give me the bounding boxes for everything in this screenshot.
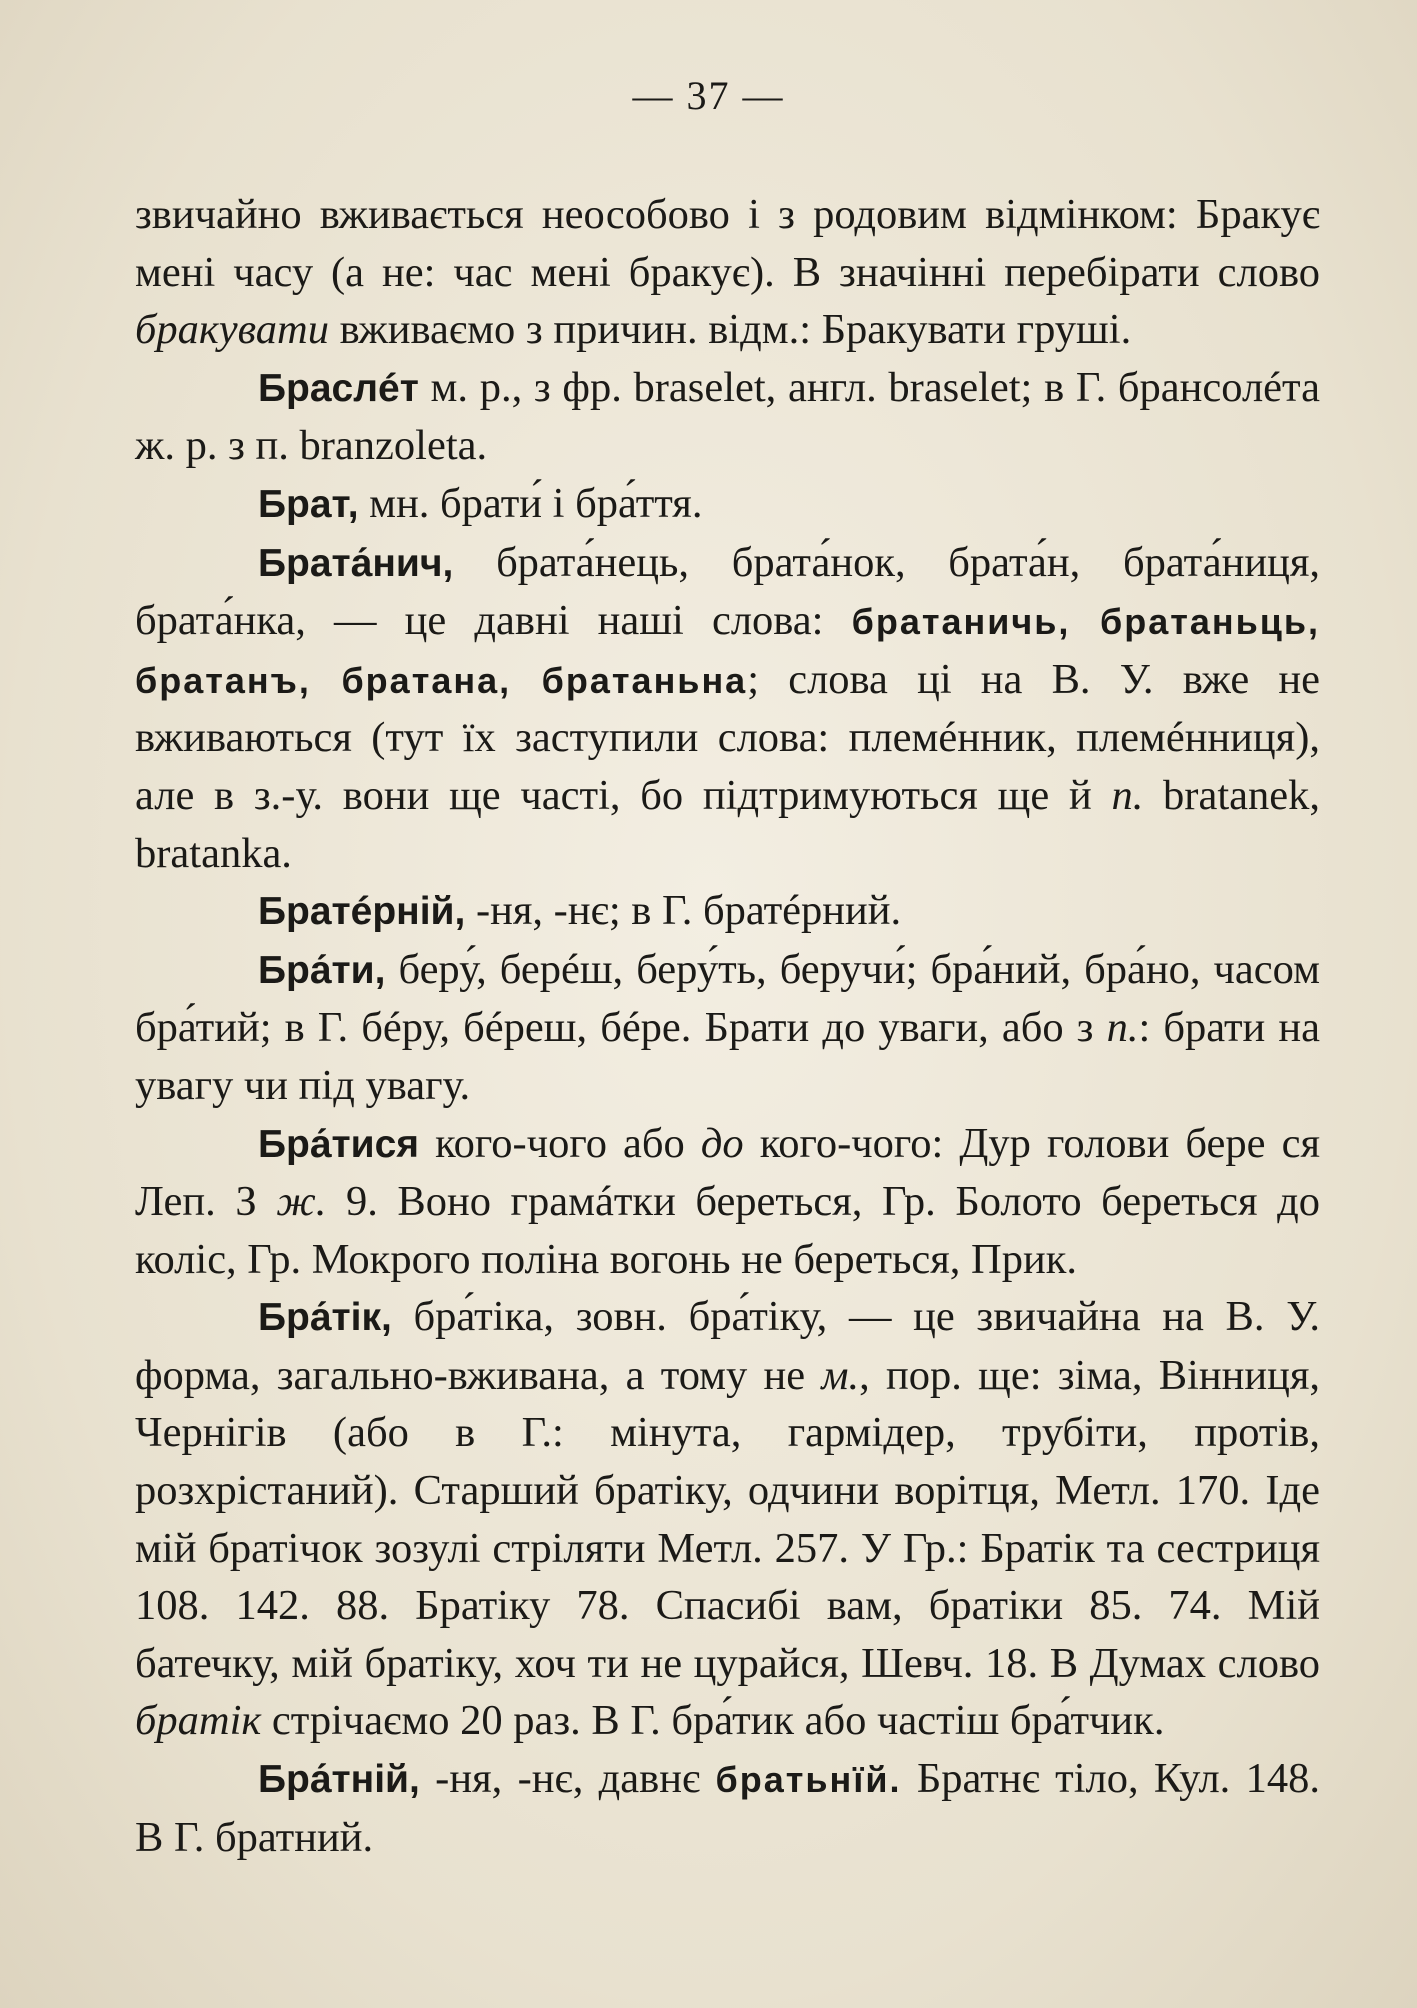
italic-text: ж.	[276, 1178, 327, 1226]
page-number: — 37 —	[632, 73, 785, 118]
entry-text: Братнє тіло, Кул. 148. В Г. братний.	[135, 1755, 1320, 1861]
dictionary-entry	[135, 359, 1320, 475]
italic-text: п.	[1106, 1004, 1139, 1052]
entry-text: бра́тіка, зовн. бра́тіку, — це звичайна на В. У. форма, загально-вживана, а тому не	[135, 1293, 1320, 1399]
entry-text: 9. Воно грамáтки береться, Гр. Болото береться до коліс, Гр. Мокрого поліна вогонь не береться, Прик.	[135, 1178, 1320, 1283]
headword: Браслéт	[258, 366, 419, 410]
dictionary-entry	[135, 1288, 1320, 1750]
entry-text: мн. брати́ і бра́ття.	[358, 479, 703, 527]
dictionary-entry	[135, 534, 1320, 883]
headword: Братéрній,	[258, 890, 466, 934]
italic-text: братік	[135, 1697, 262, 1745]
entry-text: беру́, берéш, беру́ть, беручи́; бра́ний, бра́но, часом бра́тий; в Г. бéру, бéреш, бéре. Брати до уваги, або з	[135, 945, 1320, 1052]
headword: Бра́тік,	[258, 1296, 392, 1340]
entry-text: bratanek, bratanka.	[135, 771, 1320, 877]
entry-text: , пор. ще: зіма, Вінниця, Чернігів (або в Г.: мінута, гармідер, трубіти, протів, розхрістаний). Старший братіку, одчини ворітця, Метл. 170. Іде мій братічок зозулі стріляти Метл. 257. У Гр.: Братік та сестриця 108. 142. 88. Братіку 78. Спасибі вам, братіки 85. 74. Мій батечку, мій братіку, хоч ти не цурайся, Шевч. 18. В Думах слово	[135, 1351, 1320, 1687]
old-script-text: братаничь, братаньць, братанъ, братана, братаньна	[135, 601, 1321, 701]
entry-text: вживаємо з причин. відм.: Бракувати груші.	[328, 306, 1132, 354]
dictionary-entry	[135, 941, 1320, 1115]
entry-text: ; слова ці на В. У. вже не вживаються (тут їх заступили слова: племéнник, племéнниця), але в з.-у. вони ще часті, бо підтримуються ще й	[135, 655, 1320, 819]
italic-text: п.	[1111, 771, 1144, 819]
headword: Бра́тній,	[258, 1758, 420, 1802]
headword: Брата́нич,	[258, 541, 454, 585]
old-script-text: братьнїй.	[715, 1759, 902, 1801]
entry-text: кого-чого: Дур голови бере ся Леп. З	[135, 1119, 1320, 1226]
entry-text: м. р., з фр. braselet, англ. braselet; в Г. брансолéта ж. р. з п. branzoleta.	[135, 363, 1320, 470]
italic-text: до	[700, 1119, 744, 1167]
entry-text: стрічаємо 20 раз. В Г. бра́тик або частіш бра́тчик.	[261, 1697, 1165, 1745]
headword: Бра́ти,	[258, 948, 386, 992]
entry-text: : брати на увагу чи під увагу.	[135, 1004, 1320, 1109]
entry-text: -ня, -нє, давнє	[419, 1755, 716, 1803]
entry-continuation	[135, 186, 1320, 359]
entry-text: брата́нець, брата́нок, брата́н, брата́ниця, брата́нка, — це давні наші слова:	[135, 538, 1320, 645]
headword: Бра́тися	[258, 1122, 420, 1166]
entry-text: звичайно вживається неособово і з родовим відмінком: Бракує мені часу (а не: час мені бракує). В значінні перебірати слово	[135, 191, 1320, 296]
entry-text: кого-чого або	[419, 1119, 701, 1167]
dictionary-entry	[135, 1750, 1320, 1866]
headword: Брат,	[258, 482, 359, 526]
entry-text: -ня, -нє; в Г. братéрний.	[465, 887, 902, 935]
italic-text: бракувати	[135, 306, 329, 354]
italic-text: м.	[821, 1351, 860, 1399]
dictionary-text	[135, 186, 1320, 1866]
dictionary-entry	[135, 1115, 1320, 1289]
dictionary-entry	[135, 882, 1320, 941]
dictionary-entry	[135, 475, 1320, 534]
